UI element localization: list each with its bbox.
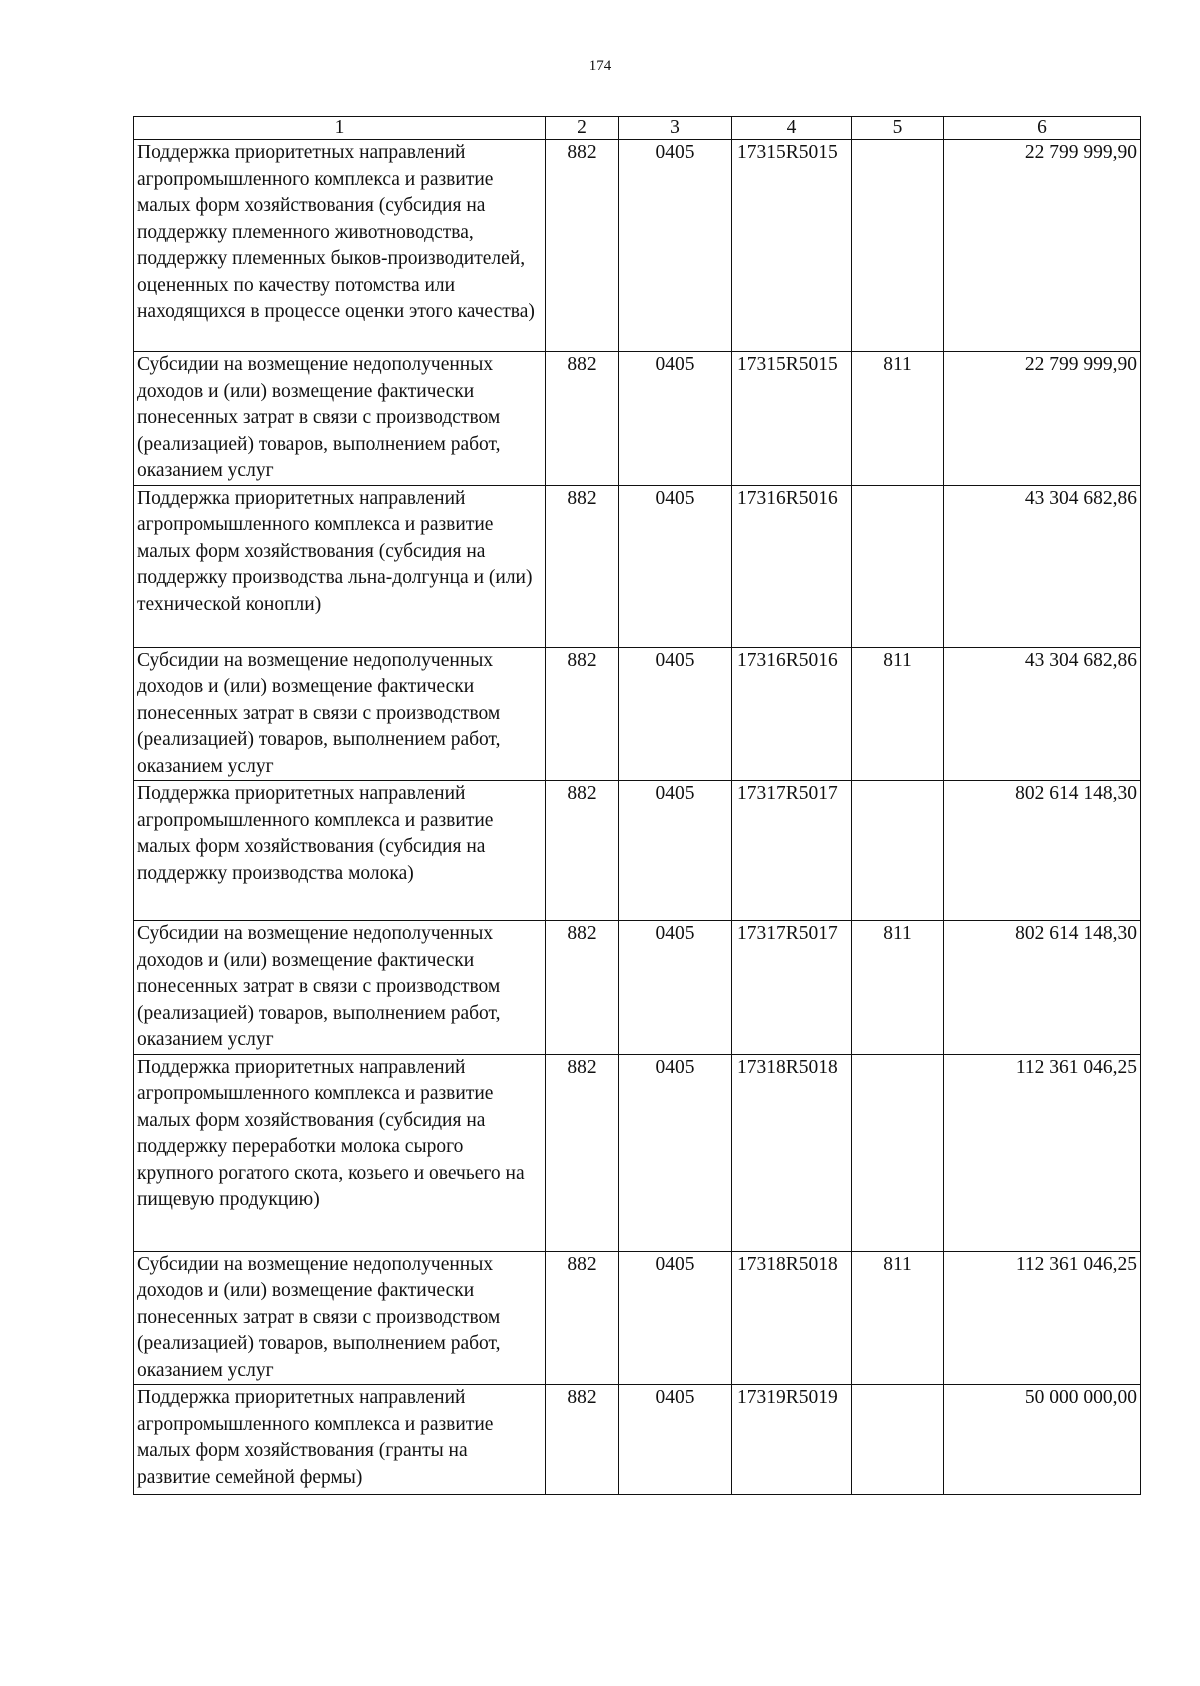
table-row xyxy=(134,352,1141,486)
row-ministry-code: 882 xyxy=(546,781,619,921)
row-amount: 802 614 148,30 xyxy=(944,781,1141,921)
row-section-code: 0405 xyxy=(619,352,732,486)
table-row xyxy=(134,485,1141,647)
row-description: Субсидии на возмещение недополученных доходов и (или) возмещение фактически понесенных затрат в связи с производством (реализацией) товаров, выполнением работ, оказанием услуг xyxy=(134,921,546,1055)
budget-table xyxy=(133,116,1141,1495)
column-header: 5 xyxy=(852,117,944,140)
row-description: Поддержка приоритетных направлений агропромышленного комплекса и развитие малых форм хозяйствования (субсидия на поддержку племенного животноводства, поддержку племенных быков-производителей, оцененных по качеству потомства или находящихся в процессе оценки этого качества) xyxy=(134,140,546,352)
row-description: Поддержка приоритетных направлений агропромышленного комплекса и развитие малых форм хозяйствования (субсидия на поддержку переработки молока сырого крупного рогатого скота, козьего и овечьего на пищевую продукцию) xyxy=(134,1054,546,1251)
table-row xyxy=(134,1054,1141,1251)
row-section-code: 0405 xyxy=(619,140,732,352)
column-header: 3 xyxy=(619,117,732,140)
table-row xyxy=(134,1385,1141,1495)
row-target-code: 17317R5017 xyxy=(732,781,852,921)
row-target-code: 17316R5016 xyxy=(732,485,852,647)
row-section-code: 0405 xyxy=(619,1385,732,1495)
row-expense-type: 811 xyxy=(852,1251,944,1385)
row-description: Субсидии на возмещение недополученных доходов и (или) возмещение фактически понесенных затрат в связи с производством (реализацией) товаров, выполнением работ, оказанием услуг xyxy=(134,1251,546,1385)
row-section-code: 0405 xyxy=(619,1054,732,1251)
row-section-code: 0405 xyxy=(619,1251,732,1385)
row-target-code: 17318R5018 xyxy=(732,1251,852,1385)
row-section-code: 0405 xyxy=(619,485,732,647)
row-expense-type: 811 xyxy=(852,352,944,486)
row-expense-type xyxy=(852,1385,944,1495)
table-row xyxy=(134,140,1141,352)
row-target-code: 17318R5018 xyxy=(732,1054,852,1251)
table-row xyxy=(134,647,1141,781)
column-header: 6 xyxy=(944,117,1141,140)
row-ministry-code: 882 xyxy=(546,647,619,781)
row-amount: 802 614 148,30 xyxy=(944,921,1141,1055)
row-expense-type xyxy=(852,781,944,921)
row-ministry-code: 882 xyxy=(546,352,619,486)
row-description: Поддержка приоритетных направлений агропромышленного комплекса и развитие малых форм хозяйствования (гранты на развитие семейной фермы) xyxy=(134,1385,546,1495)
row-amount: 50 000 000,00 xyxy=(944,1385,1141,1495)
row-expense-type xyxy=(852,140,944,352)
table-row xyxy=(134,921,1141,1055)
row-ministry-code: 882 xyxy=(546,140,619,352)
row-description: Поддержка приоритетных направлений агропромышленного комплекса и развитие малых форм хозяйствования (субсидия на поддержку производства молока) xyxy=(134,781,546,921)
row-ministry-code: 882 xyxy=(546,921,619,1055)
row-ministry-code: 882 xyxy=(546,1385,619,1495)
table-header-row xyxy=(134,117,1141,140)
table-row xyxy=(134,1251,1141,1385)
row-ministry-code: 882 xyxy=(546,1251,619,1385)
column-header: 1 xyxy=(134,117,546,140)
row-section-code: 0405 xyxy=(619,921,732,1055)
row-description: Субсидии на возмещение недополученных доходов и (или) возмещение фактически понесенных затрат в связи с производством (реализацией) товаров, выполнением работ, оказанием услуг xyxy=(134,647,546,781)
row-amount: 112 361 046,25 xyxy=(944,1054,1141,1251)
row-target-code: 17316R5016 xyxy=(732,647,852,781)
row-section-code: 0405 xyxy=(619,647,732,781)
row-expense-type xyxy=(852,485,944,647)
row-amount: 22 799 999,90 xyxy=(944,140,1141,352)
row-amount: 22 799 999,90 xyxy=(944,352,1141,486)
column-header: 4 xyxy=(732,117,852,140)
row-target-code: 17315R5015 xyxy=(732,352,852,486)
row-expense-type: 811 xyxy=(852,647,944,781)
row-expense-type: 811 xyxy=(852,921,944,1055)
row-target-code: 17315R5015 xyxy=(732,140,852,352)
page-number: 174 xyxy=(588,58,612,74)
row-description: Субсидии на возмещение недополученных доходов и (или) возмещение фактически понесенных затрат в связи с производством (реализацией) товаров, выполнением работ, оказанием услуг xyxy=(134,352,546,486)
row-expense-type xyxy=(852,1054,944,1251)
row-target-code: 17317R5017 xyxy=(732,921,852,1055)
row-amount: 43 304 682,86 xyxy=(944,647,1141,781)
row-amount: 112 361 046,25 xyxy=(944,1251,1141,1385)
row-description: Поддержка приоритетных направлений агропромышленного комплекса и развитие малых форм хозяйствования (субсидия на поддержку производства льна-долгунца и (или) технической конопли) xyxy=(134,485,546,647)
row-target-code: 17319R5019 xyxy=(732,1385,852,1495)
table-row xyxy=(134,781,1141,921)
column-header: 2 xyxy=(546,117,619,140)
row-ministry-code: 882 xyxy=(546,1054,619,1251)
row-ministry-code: 882 xyxy=(546,485,619,647)
row-amount: 43 304 682,86 xyxy=(944,485,1141,647)
row-section-code: 0405 xyxy=(619,781,732,921)
